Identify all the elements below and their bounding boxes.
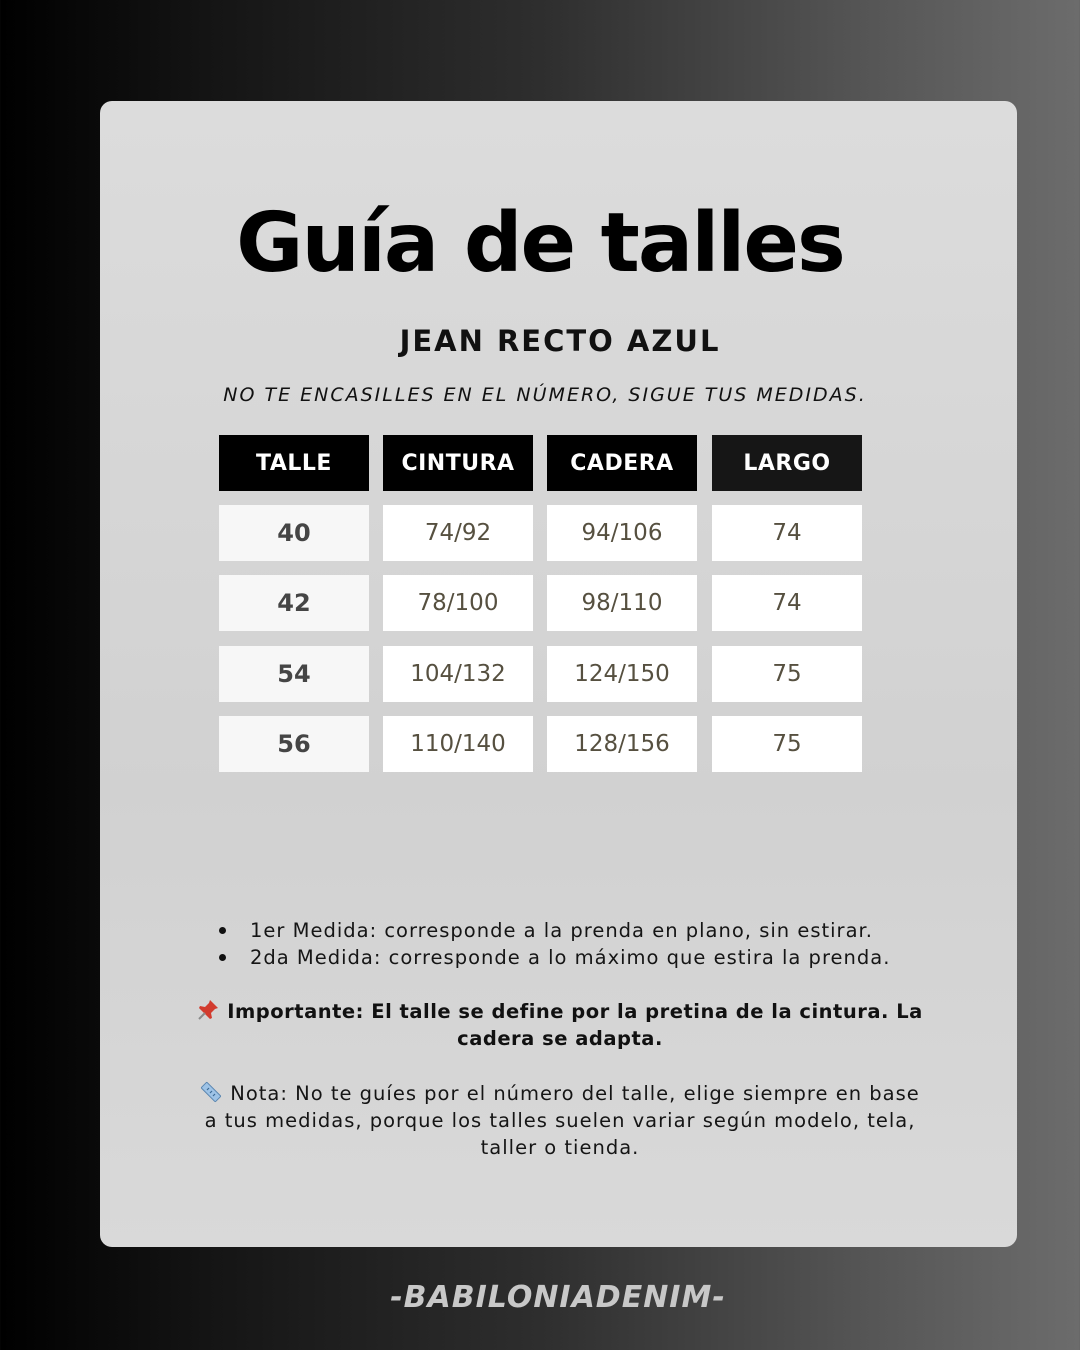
- hip-cell: 98/110: [547, 575, 697, 631]
- pushpin-icon: [197, 999, 219, 1021]
- ruler-icon: [200, 1081, 222, 1103]
- length-cell: 75: [712, 646, 862, 702]
- brand-footer: -BABILONIADENIM-: [390, 1280, 726, 1315]
- page-title: Guía de talles: [236, 196, 844, 291]
- hip-cell: 94/106: [547, 505, 697, 561]
- important-text: Importante: El talle se define por la pretina de la cintura. La cadera se adapta.: [227, 1000, 923, 1050]
- length-cell: 75: [712, 716, 862, 772]
- size-cell: 40: [219, 505, 369, 561]
- header-talle: TALLE: [219, 435, 369, 491]
- waist-cell: 104/132: [383, 646, 533, 702]
- header-cadera: CADERA: [547, 435, 697, 491]
- sizing-note: [200, 1080, 920, 1161]
- length-cell: 74: [712, 575, 862, 631]
- waist-cell: 110/140: [383, 716, 533, 772]
- header-largo: LARGO: [712, 435, 862, 491]
- waist-cell: 74/92: [383, 505, 533, 561]
- product-name: JEAN RECTO AZUL: [399, 324, 721, 358]
- note-text: Nota: No te guíes por el número del talle, elige siempre en base a tus medidas, porque los talles suelen variar según modelo, tela, taller o tienda.: [204, 1082, 920, 1159]
- bullet-icon: [219, 927, 226, 934]
- list-item: [210, 917, 930, 944]
- note-text: 2da Medida: corresponde a lo máximo que estira la prenda.: [250, 946, 891, 969]
- tagline: NO TE ENCASILLES EN EL NÚMERO, SIGUE TUS MEDIDAS.: [223, 384, 867, 406]
- size-cell: 54: [219, 646, 369, 702]
- size-cell: 56: [219, 716, 369, 772]
- measurement-notes: [210, 917, 930, 971]
- header-cintura: CINTURA: [383, 435, 533, 491]
- hip-cell: 128/156: [547, 716, 697, 772]
- length-cell: 74: [712, 505, 862, 561]
- list-item: [210, 944, 930, 971]
- bullet-icon: [219, 954, 226, 961]
- important-notice: [180, 998, 940, 1052]
- hip-cell: 124/150: [547, 646, 697, 702]
- waist-cell: 78/100: [383, 575, 533, 631]
- size-cell: 42: [219, 575, 369, 631]
- note-text: 1er Medida: corresponde a la prenda en plano, sin estirar.: [250, 919, 873, 942]
